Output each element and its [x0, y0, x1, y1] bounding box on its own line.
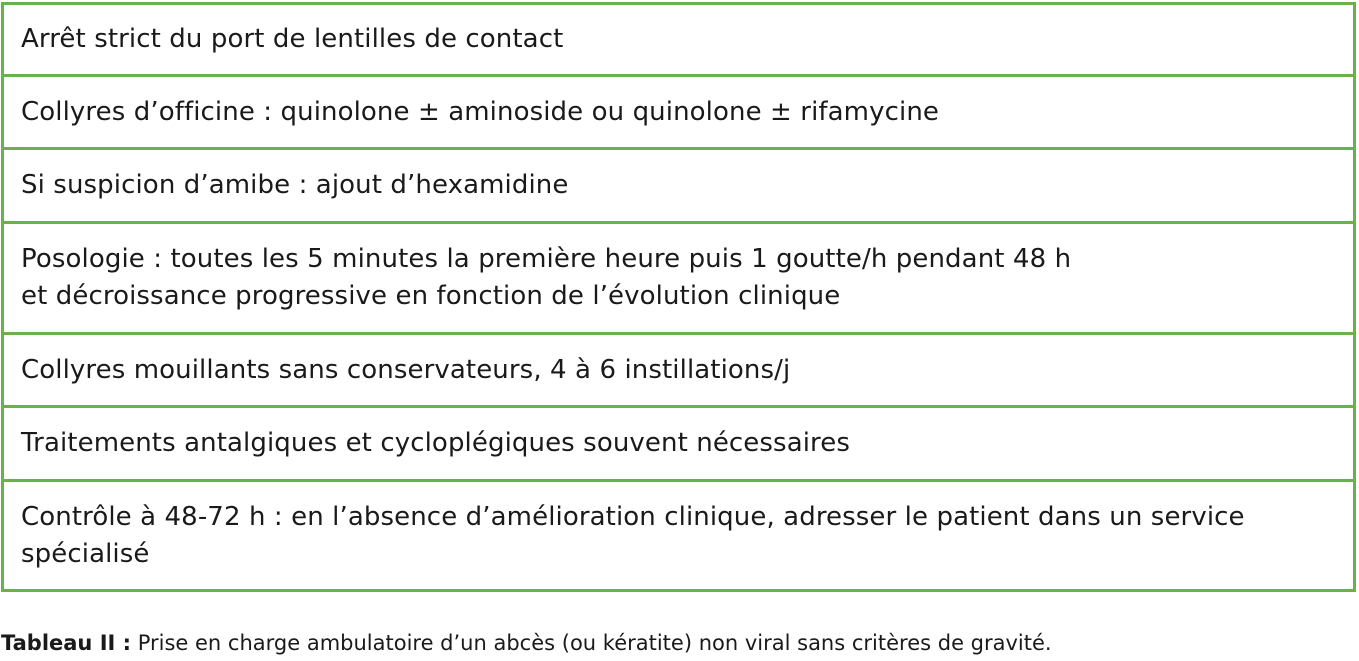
row-text-line: spécialisé — [21, 538, 150, 569]
row-text: Traitements antalgiques et cycloplégiques souvent nécessaires — [21, 428, 851, 458]
table-row — [4, 221, 1353, 332]
table-row — [4, 147, 1353, 221]
caption-label: Tableau II : — [1, 631, 132, 655]
row-text-block — [21, 499, 1245, 573]
treatment-table — [1, 2, 1356, 592]
row-text: Si suspicion d’amibe : ajout d’hexamidine — [21, 170, 569, 200]
caption-text: Prise en charge ambulatoire d’un abcès (ou kératite) non viral sans critères de gravité. — [131, 631, 1052, 655]
row-text: Collyres d’officine : quinolone ± aminoside ou quinolone ± rifamycine — [21, 96, 939, 127]
row-text-line: et décroissance progressive en fonction de l’évolution clinique — [21, 281, 841, 311]
row-text-line: Posologie : toutes les 5 minutes la première heure puis 1 goutte/h pendant 48 h — [21, 244, 1072, 274]
row-text-line: Contrôle à 48-72 h : en l’absence d’amélioration clinique, adresser le patient dans un service — [21, 501, 1245, 532]
row-text: Collyres mouillants sans conservateurs, 4 à 6 instillations/j — [21, 354, 791, 385]
row-text-block — [21, 241, 1071, 315]
table-row — [4, 2, 1353, 74]
table-row — [4, 405, 1353, 479]
table-caption — [1, 628, 1052, 658]
table-row — [4, 74, 1353, 147]
table-row — [4, 479, 1353, 592]
row-text: Arrêt strict du port de lentilles de contact — [21, 24, 564, 54]
table-row — [4, 332, 1353, 405]
